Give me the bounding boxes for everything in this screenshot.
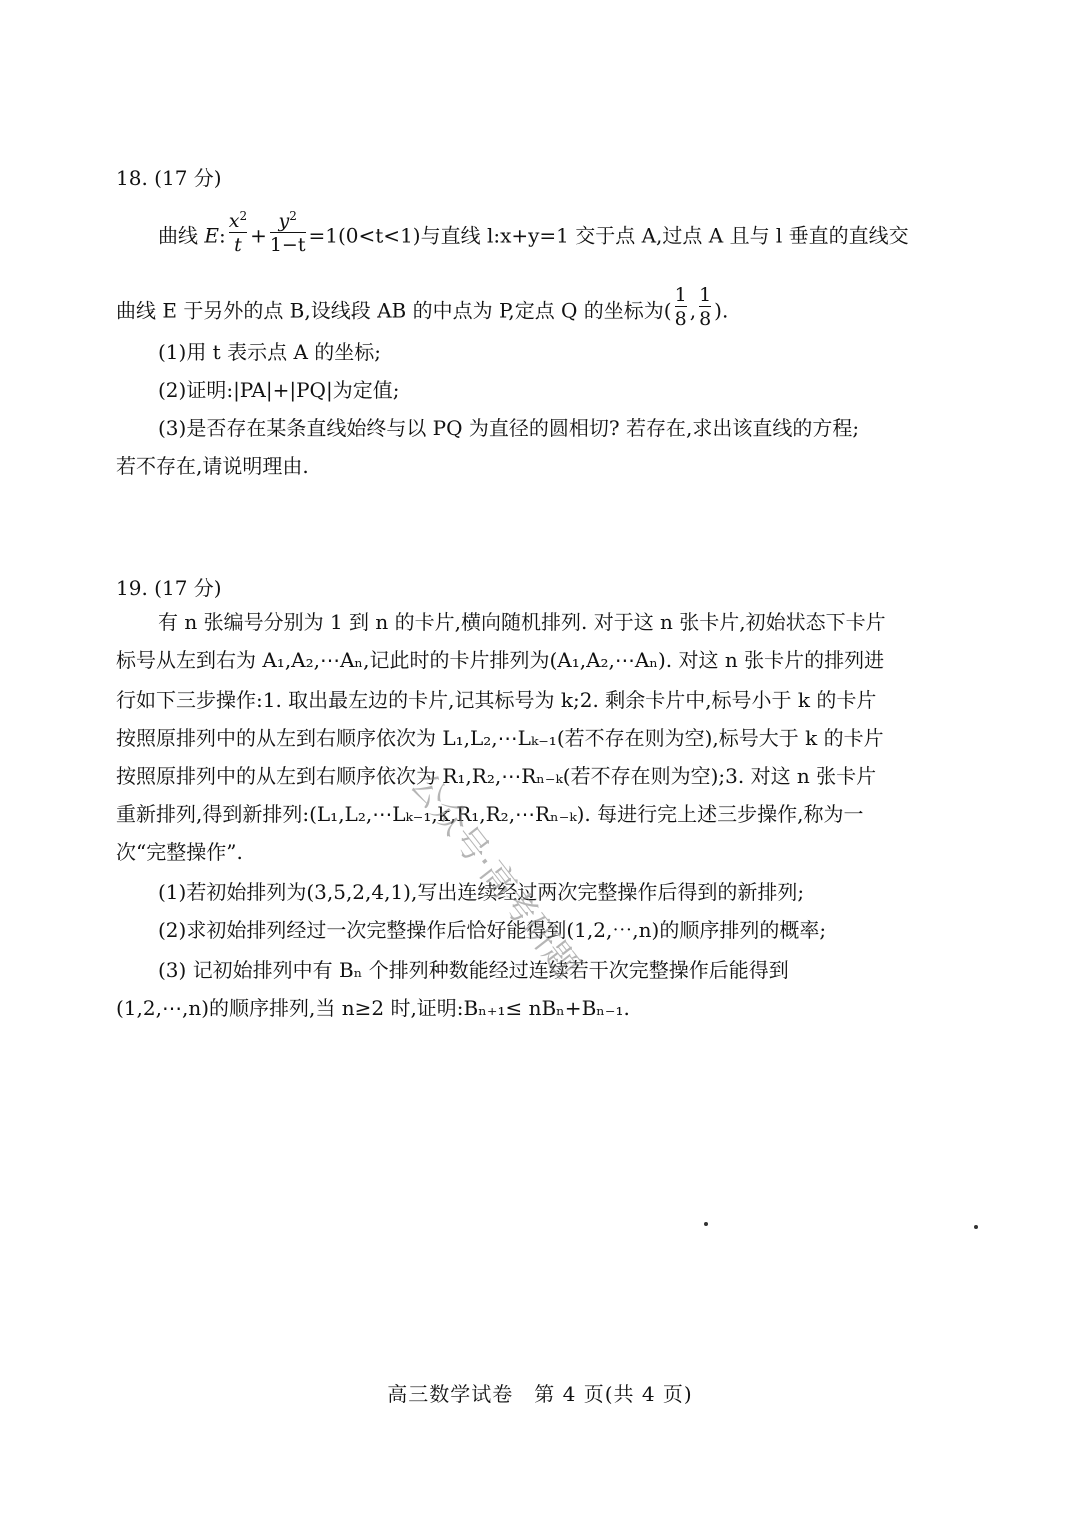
question-19-part-3-cont: (1,2,⋯,n)的顺序排列,当 n≥2 时,证明:Bₙ₊₁≤ nBₙ+Bₙ₋₁. [116, 996, 630, 1020]
q18-text: =1(0<t<1)与直线 l:x+y=1 交于点 A,过点 A 且与 l 垂直的直线交 [308, 223, 909, 248]
frac-sup: 2 [239, 209, 248, 223]
watermark: 公众号·高考研题 [402, 764, 587, 986]
frac-den: 1−t [269, 233, 306, 256]
speck-mark [974, 1225, 978, 1229]
frac-den: 8 [699, 307, 712, 330]
frac-den: t [234, 233, 242, 256]
question-19-heading: 19. (17 分) [116, 576, 222, 600]
question-19-line: 按照原排列中的从左到右顺序依次为 R₁,R₂,⋯Rₙ₋ₖ(若不存在则为空);3. 对这 n 张卡片 [116, 764, 877, 788]
q18-text: : [218, 223, 226, 248]
question-19-part-1: (1)若初始排列为(3,5,2,4,1),写出连续经过两次完整操作后得到的新排列; [158, 880, 805, 904]
question-19-part-3: (3) 记初始排列中有 Bₙ 个排列种数能经过连续若干次完整操作后能得到 [158, 958, 789, 982]
question-18-part-3: (3)是否存在某条直线始终与以 PQ 为直径的圆相切? 若存在,求出该直线的方程; [158, 416, 860, 440]
question-18-part-2: (2)证明:|PA|+|PQ|为定值; [158, 378, 400, 402]
q18-plus: + [250, 223, 267, 248]
frac-num: 1 [674, 284, 687, 306]
question-18-part-3-cont: 若不存在,请说明理由. [116, 454, 309, 478]
q18-curve-name: E [204, 223, 219, 248]
frac-num: x [228, 210, 240, 232]
frac-sup: 2 [289, 209, 297, 223]
question-19-line: 有 n 张编号分别为 1 到 n 的卡片,横向随机排列. 对于这 n 张卡片,初始状态下卡片 [158, 610, 886, 634]
question-19-line: 标号从左到右为 A₁,A₂,⋯Aₙ,记此时的卡片排列为(A₁,A₂,⋯Aₙ). 对这 n 张卡片的排列进 [116, 648, 885, 672]
fraction-one-eighth [699, 286, 711, 330]
question-19-line: 次“完整操作”. [116, 840, 243, 864]
question-19-line: 按照原排列中的从左到右顺序依次为 L₁,L₂,⋯Lₖ₋₁(若不存在则为空),标号大于 k 的卡片 [116, 726, 884, 750]
frac-num: 1 [699, 284, 712, 306]
q18-text: ). [714, 298, 729, 323]
question-19-part-2: (2)求初始排列经过一次完整操作后恰好能得到(1,2,⋯,n)的顺序排列的概率; [158, 918, 827, 942]
q18-comma: , [689, 298, 697, 323]
question-19-line: 行如下三步操作:1. 取出最左边的卡片,记其标号为 k;2. 剩余卡片中,标号小于 k 的卡片 [116, 688, 877, 712]
page-footer: 高三数学试卷 第 4 页(共 4 页) [387, 1382, 693, 1406]
question-18-line-2 [116, 284, 729, 334]
fraction-y2-over-1-minus-t [270, 210, 306, 256]
q18-text: 曲线 E 于另外的点 B,设线段 AB 的中点为 P,定点 Q 的坐标为( [116, 298, 672, 323]
question-19-line: 重新排列,得到新排列:(L₁,L₂,⋯Lₖ₋₁,k,R₁,R₂,⋯Rₙ₋ₖ). 每进行完上述三步操作,称为一 [116, 802, 864, 826]
speck-mark [704, 1222, 708, 1226]
fraction-x2-over-t [229, 210, 247, 256]
frac-num: y [278, 210, 290, 232]
question-18-part-1: (1)用 t 表示点 A 的坐标; [158, 340, 381, 364]
question-18-heading: 18. (17 分) [116, 166, 222, 190]
frac-den: 8 [674, 307, 687, 330]
fraction-one-eighth [675, 286, 687, 330]
question-18-line-1 [158, 209, 909, 260]
q18-text: 曲线 [158, 223, 205, 248]
